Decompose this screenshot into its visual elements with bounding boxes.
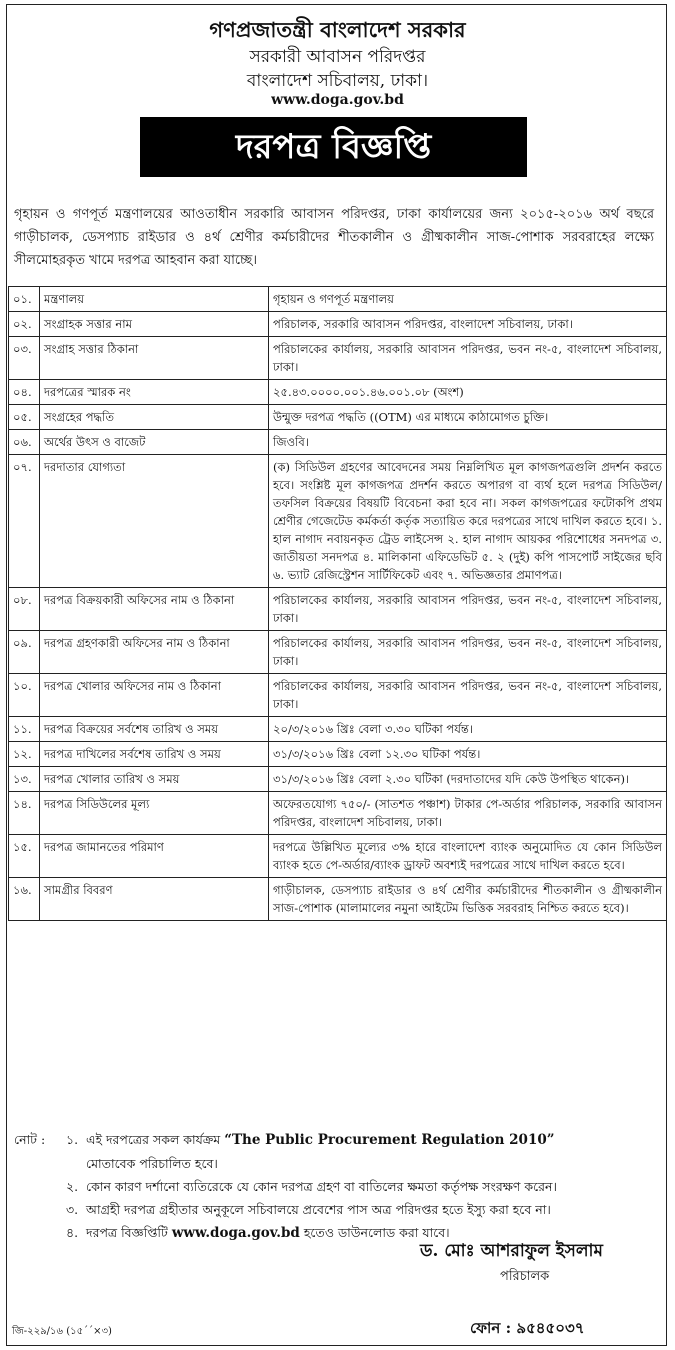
table-row xyxy=(9,455,667,588)
row-label: সংগ্রাহ সত্তার ঠিকানা xyxy=(40,337,269,380)
row-number: ১২. xyxy=(9,742,40,767)
note-number: ৩. xyxy=(66,1202,79,1217)
row-value: গাড়ীচালক, ডেসপ্যাচ রাইডার ও ৪র্থ শ্রেণীর কর্মচারীদের শীতকালীন ও গ্রীষ্মকালীন সাজ-পোশাক (মালামালের নমুনা আইটেম ভিত্তিক সরবরাহ নিশ্চিত করতে হবে)। xyxy=(269,878,667,921)
note-item xyxy=(14,1175,664,1198)
note-text-part: হতেও ডাউনলোড করা যাবে। xyxy=(303,1225,450,1240)
row-label: দরপত্র বিক্রয়ের সর্বশেষ তারিখ ও সময় xyxy=(40,717,269,742)
row-label: দরপত্র সিডিউলের মূল্য xyxy=(40,792,269,835)
table-row xyxy=(9,835,667,878)
row-value: পরিচালকের কার্যালয়, সরকারি আবাসন পরিদপ্তর, ভবন নং-৫, বাংলাদেশ সচিবালয়, ঢাকা। xyxy=(269,674,667,717)
row-number: ০৩. xyxy=(9,337,40,380)
row-label: দরপত্রের স্মারক নং xyxy=(40,380,269,405)
website-link: www.doga.gov.bd xyxy=(171,1225,300,1241)
table-row xyxy=(9,588,667,631)
row-number: ০৮. xyxy=(9,588,40,631)
row-value: ৩১/৩/২০১৬ খ্রিঃ বেলা ১২.৩০ ঘটিকা পর্যন্ত। xyxy=(269,742,667,767)
row-value: গৃহায়ন ও গণপূর্ত মন্ত্রণালয় xyxy=(269,287,667,312)
row-value: দরপত্রে উল্লিখিত মূল্যের ৩% হারে বাংলাদেশ ব্যাংক অনুমোদিত যে কোন সিডিউল ব্যাংক হতে পে-অর্ডার/ব্যাংক ড্রাফট অবশ্যই দরপত্রের সাথে দাখিল করতে হবে। xyxy=(269,835,667,878)
table-row xyxy=(9,742,667,767)
row-value: ৩১/৩/২০১৬ খ্রিঃ বেলা ২.৩০ ঘটিকা (দরদাতাদের যদি কেউ উপস্থিত থাকেন)। xyxy=(269,767,667,792)
table-row xyxy=(9,792,667,835)
row-number: ০৯. xyxy=(9,631,40,674)
note-text-part: দরপত্র বিজ্ঞপ্তিটি xyxy=(86,1225,168,1240)
regulation-name: “The Public Procurement Regulation 2010” xyxy=(224,1132,555,1148)
row-number: ০১. xyxy=(9,287,40,312)
note-text: আগ্রহী দরপত্র গ্রহীতার অনুকূলে সচিবালয়ে প্রবেশের পাস অত্র পরিদপ্তর হতে ইস্যু করা হবে না। xyxy=(86,1202,551,1217)
row-label: দরপত্র গ্রহণকারী অফিসের নাম ও ঠিকানা xyxy=(40,631,269,674)
note-text: কোন কারণ দর্শানো ব্যতিরেকে যে কোন দরপত্র গ্রহণ বা বাতিলের ক্ষমতা কর্তৃপক্ষ সংরক্ষণ করেন। xyxy=(86,1179,557,1194)
note-number: ১. xyxy=(66,1132,79,1147)
table-row xyxy=(9,674,667,717)
row-number: ১৬. xyxy=(9,878,40,921)
row-value: (ক) সিডিউল গ্রহণের আবেদনের সময় নিম্নলিখিত মূল কাগজপত্রগুলি প্রদর্শন করতে হবে। সংশ্লিষ্ট মূল কাগজপত্র প্রদর্শন করতে অপারগ বা ব্যর্থ হলে দরপত্র সিডিউল/তফসিল বিক্রয়ের বিষয়টি বিবেচনা করা হবে না। সকল কাগজপত্রের ফটোকপি প্রথম শ্রেণীর গেজেটেড কর্মকর্তা কর্তৃক সত্যায়িত করে দরপত্রের সাথে দাখিল করতে হবে। ১. হাল নাগাদ নবায়নকৃত ট্রেড লাইসেন্স ২. হাল নাগাদ আয়কর পরিশোধের সনদপত্র ৩. জাতীয়তা সনদপত্র ৪. মালিকানা এফিডেভিট ৫. ২ (দুই) কপি পাসপোর্ট সাইজের ছবি ৬. ভ্যাট রেজিস্ট্রেশন সার্টিফিকেট এবং ৭. অভিজ্ঞতার প্রমাণপত্র। xyxy=(269,455,667,588)
table-row xyxy=(9,337,667,380)
intro-paragraph: গৃহায়ন ও গণপূর্ত মন্ত্রণালয়ের আওতাধীন সরকারি আবাসন পরিদপ্তর, ঢাকা কার্যালয়ের জন্য ২০১৫-২০১৬ অর্থ বছরে গাড়ীচালক, ডেসপ্যাচ রাইডার ও ৪র্থ শ্রেণীর কর্মচারীদের শীতকালীন ও গ্রীষ্মকালীন সাজ-পোশাক সরবরাহের লক্ষ্যে সীলমোহরকৃত খামে দরপত্র আহবান করা যাচ্ছে। xyxy=(14,207,654,268)
row-label: দরপত্র জামানতের পরিমাণ xyxy=(40,835,269,878)
government-title: গণপ্রজাতন্ত্রী বাংলাদেশ সরকার xyxy=(209,17,466,42)
row-number: ১৩. xyxy=(9,767,40,792)
row-label: দরপত্র খোলার তারিখ ও সময় xyxy=(40,767,269,792)
row-value: ২৫.৪৩.০০০০.০০১.৪৬.০০১.০৮ (অংশ) xyxy=(269,380,667,405)
table-row xyxy=(9,631,667,674)
row-number: ১০. xyxy=(9,674,40,717)
row-label: মন্ত্রণালয় xyxy=(40,287,269,312)
row-number: ১৪. xyxy=(9,792,40,835)
note-text-part: এই দরপত্রের সকল কার্যক্রম xyxy=(86,1132,221,1147)
row-number: ১৫. xyxy=(9,835,40,878)
note-item xyxy=(14,1128,664,1175)
row-label: সামগ্রীর বিবরণ xyxy=(40,878,269,921)
row-number: ০৬. xyxy=(9,430,40,455)
row-label: সংগ্রাহক সত্তার নাম xyxy=(40,312,269,337)
table-row xyxy=(9,430,667,455)
row-value: জিওবি। xyxy=(269,430,667,455)
table-row xyxy=(9,287,667,312)
notes-section xyxy=(14,1128,664,1245)
note-item xyxy=(14,1198,664,1221)
department-name: সরকারী আবাসন পরিদপ্তর xyxy=(249,47,426,67)
row-value: ২০/৩/২০১৬ খ্রিঃ বেলা ৩.৩০ ঘটিকা পর্যন্ত। xyxy=(269,717,667,742)
phone-number: ফোন : ৯৫৪৫০৩৭ xyxy=(470,1319,585,1337)
ad-code: জি-২২৯/১৬ (১৫´´×৩) xyxy=(12,1326,112,1337)
row-number: ০৫. xyxy=(9,405,40,430)
table-row xyxy=(9,380,667,405)
row-label: দরপত্র খোলার অফিসের নাম ও ঠিকানা xyxy=(40,674,269,717)
table-row xyxy=(9,878,667,921)
row-value: উন্মুক্ত দরপত্র পদ্ধতি ((OTM) এর মাধ্যমে কাঠামোগত চুক্তি। xyxy=(269,405,667,430)
row-label: দরপত্র দাখিলের সর্বশেষ তারিখ ও সময় xyxy=(40,742,269,767)
notice-banner: দরপত্র বিজ্ঞপ্তি xyxy=(140,117,527,177)
department-address: বাংলাদেশ সচিবালয়, ঢাকা। xyxy=(246,71,429,91)
table-row xyxy=(9,312,667,337)
website-link: www.doga.gov.bd xyxy=(271,92,404,108)
row-value: পরিচালকের কার্যালয়, সরকারি আবাসন পরিদপ্তর, ভবন নং-৫, বাংলাদেশ সচিবালয়, ঢাকা। xyxy=(269,337,667,380)
table-row xyxy=(9,717,667,742)
row-value: পরিচালকের কার্যালয়, সরকারি আবাসন পরিদপ্তর, ভবন নং-৫, বাংলাদেশ সচিবালয়, ঢাকা। xyxy=(269,588,667,631)
row-number: ০৪. xyxy=(9,380,40,405)
notes-label: নোট : xyxy=(14,1132,46,1147)
tender-table xyxy=(8,286,667,921)
row-number: ০৭. xyxy=(9,455,40,588)
row-label: দরদাতার যোগ্যতা xyxy=(40,455,269,588)
signatory-title: পরিচালক xyxy=(500,1269,550,1284)
row-value: পরিচালকের কার্যালয়, সরকারি আবাসন পরিদপ্তর, ভবন নং-৫, বাংলাদেশ সচিবালয়, ঢাকা। xyxy=(269,631,667,674)
note-number: ২. xyxy=(66,1179,79,1194)
row-label: সংগ্রহের পদ্ধতি xyxy=(40,405,269,430)
row-value: অফেরতযোগ্য ৭৫০/- (সাতশত পঞ্চাশ) টাকার পে-অর্ডার পরিচালক, সরকারি আবাসন পরিদপ্তর, বাংলাদেশ সচিবালয়, ঢাকা। xyxy=(269,792,667,835)
table-row xyxy=(9,767,667,792)
row-number: ১১. xyxy=(9,717,40,742)
row-label: দরপত্র বিক্রয়কারী অফিসের নাম ও ঠিকানা xyxy=(40,588,269,631)
note-text-part: মোতাবেক পরিচালিত হবে। xyxy=(86,1156,218,1171)
note-number: ৪. xyxy=(66,1225,79,1240)
note-text xyxy=(86,1128,664,1175)
row-label: অর্থের উৎস ও বাজেট xyxy=(40,430,269,455)
row-value: পরিচালক, সরকারি আবাসন পরিদপ্তর, বাংলাদেশ সচিবালয়, ঢাকা। xyxy=(269,312,667,337)
signatory-name: ড. মোঃ আশরাফুল ইসলাম xyxy=(420,1241,603,1261)
row-number: ০২. xyxy=(9,312,40,337)
table-row xyxy=(9,405,667,430)
